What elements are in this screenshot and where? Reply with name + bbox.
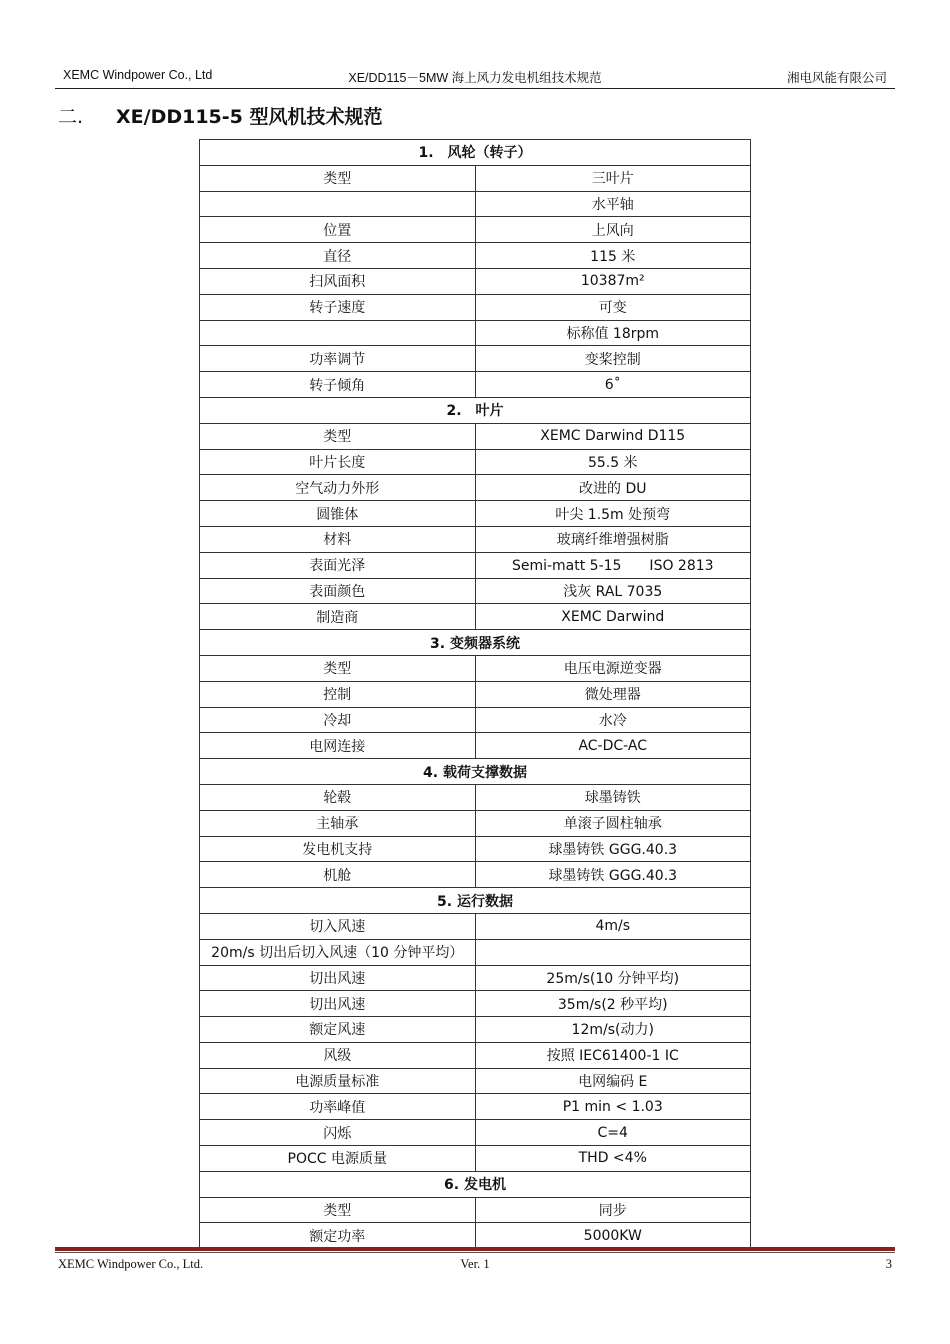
table-row — [200, 320, 751, 346]
spec-label: 控制 — [200, 681, 476, 707]
table-row — [200, 784, 751, 810]
table-row — [200, 965, 751, 991]
table-row — [200, 991, 751, 1017]
header-company: XEMC Windpower Co., Ltd — [63, 68, 213, 82]
spec-value: 35m/s(2 秒平均) — [475, 991, 751, 1017]
page-number: 3 — [885, 1257, 892, 1271]
spec-label: 位置 — [200, 217, 476, 243]
spec-label: 切出风速 — [200, 965, 476, 991]
spec-value: AC-DC-AC — [475, 733, 751, 759]
spec-label: 主轴承 — [200, 810, 476, 836]
spec-label: 类型 — [200, 1197, 476, 1223]
spec-value: XEMC Darwind — [475, 604, 751, 630]
table-row — [200, 1223, 751, 1249]
table-row — [200, 733, 751, 759]
spec-table — [199, 139, 751, 1249]
spec-label — [200, 320, 476, 346]
footer-company: XEMC Windpower Co., Ltd. — [58, 1257, 204, 1271]
spec-value: 三叶片 — [475, 165, 751, 191]
spec-value: 12m/s(动力) — [475, 1017, 751, 1043]
spec-label: 空气动力外形 — [200, 475, 476, 501]
page-footer — [55, 1257, 895, 1275]
spec-label: 转子速度 — [200, 294, 476, 320]
spec-label: 额定风速 — [200, 1017, 476, 1043]
spec-value: 115 米 — [475, 243, 751, 269]
spec-label: 直径 — [200, 243, 476, 269]
table-row — [200, 939, 751, 965]
footer-divider-thin — [55, 1252, 895, 1253]
spec-value: XEMC Darwind D115 — [475, 423, 751, 449]
footer-version: Ver. 1 — [460, 1257, 490, 1271]
spec-value: 4m/s — [475, 913, 751, 939]
table-row — [200, 165, 751, 191]
spec-value: 变桨控制 — [475, 346, 751, 372]
spec-value: 6˚ — [475, 372, 751, 398]
table-row — [200, 449, 751, 475]
section-header-row — [200, 1171, 751, 1197]
table-row — [200, 243, 751, 269]
spec-label: 扫风面积 — [200, 268, 476, 294]
table-row — [200, 268, 751, 294]
spec-value: THD <4% — [475, 1146, 751, 1172]
spec-label: 表面颜色 — [200, 578, 476, 604]
spec-value: P1 min < 1.03 — [475, 1094, 751, 1120]
spec-label: 圆锥体 — [200, 501, 476, 527]
section-header-row — [200, 630, 751, 656]
spec-value: 改进的 DU — [475, 475, 751, 501]
table-row — [200, 655, 751, 681]
section-title: 2. 叶片 — [200, 397, 751, 423]
spec-label: 转子倾角 — [200, 372, 476, 398]
section-title: 3. 变频器系统 — [200, 630, 751, 656]
spec-value: Semi-matt 5-15 ISO 2813 — [475, 552, 751, 578]
spec-label: 叶片长度 — [200, 449, 476, 475]
spec-label: 额定功率 — [200, 1223, 476, 1249]
table-row — [200, 1120, 751, 1146]
table-row — [200, 526, 751, 552]
spec-label: 风级 — [200, 1042, 476, 1068]
table-row — [200, 1042, 751, 1068]
table-row — [200, 191, 751, 217]
table-row — [200, 501, 751, 527]
spec-label: 切入风速 — [200, 913, 476, 939]
table-row — [200, 423, 751, 449]
spec-value: 同步 — [475, 1197, 751, 1223]
header-divider — [55, 88, 895, 89]
spec-label: 发电机支持 — [200, 836, 476, 862]
spec-value: 按照 IEC61400-1 IC — [475, 1042, 751, 1068]
section-header-row — [200, 888, 751, 914]
page-header — [55, 68, 895, 88]
section-title: 1. 风轮（转子） — [200, 140, 751, 166]
table-row — [200, 578, 751, 604]
header-document-title: XE/DD115－5MW 海上风力发电机组技术规范 — [348, 71, 602, 85]
table-row — [200, 836, 751, 862]
spec-label: 功率峰值 — [200, 1094, 476, 1120]
spec-value: 标称值 18rpm — [475, 320, 751, 346]
table-row — [200, 372, 751, 398]
spec-label: 切出风速 — [200, 991, 476, 1017]
table-row — [200, 552, 751, 578]
spec-value: 球墨铸铁 GGG.40.3 — [475, 862, 751, 888]
table-row — [200, 1017, 751, 1043]
spec-value: C=4 — [475, 1120, 751, 1146]
spec-value: 叶尖 1.5m 处预弯 — [475, 501, 751, 527]
section-heading-number: 二. — [58, 106, 84, 128]
table-row — [200, 707, 751, 733]
table-row — [200, 346, 751, 372]
spec-value: 55.5 米 — [475, 449, 751, 475]
spec-label: 电网连接 — [200, 733, 476, 759]
spec-value: 10387m² — [475, 268, 751, 294]
spec-label: 功率调节 — [200, 346, 476, 372]
table-row — [200, 1068, 751, 1094]
section-title: 5. 运行数据 — [200, 888, 751, 914]
spec-label: 类型 — [200, 655, 476, 681]
table-row — [200, 862, 751, 888]
table-row — [200, 604, 751, 630]
footer-divider-thick — [55, 1247, 895, 1251]
spec-value: 可变 — [475, 294, 751, 320]
spec-label: 闪烁 — [200, 1120, 476, 1146]
table-row — [200, 217, 751, 243]
spec-value: 水平轴 — [475, 191, 751, 217]
table-row — [200, 681, 751, 707]
spec-label: 机舱 — [200, 862, 476, 888]
section-title: 6. 发电机 — [200, 1171, 751, 1197]
spec-label: 材料 — [200, 526, 476, 552]
spec-value: 玻璃纤维增强树脂 — [475, 526, 751, 552]
section-header-row — [200, 759, 751, 785]
spec-label: POCC 电源质量 — [200, 1146, 476, 1172]
header-company-cn: 湘电风能有限公司 — [786, 71, 887, 85]
section-title: 4. 载荷支撑数据 — [200, 759, 751, 785]
spec-label: 制造商 — [200, 604, 476, 630]
table-row — [200, 810, 751, 836]
spec-label: 轮毂 — [200, 784, 476, 810]
spec-value: 25m/s(10 分钟平均) — [475, 965, 751, 991]
table-row — [200, 1094, 751, 1120]
spec-value: 浅灰 RAL 7035 — [475, 578, 751, 604]
spec-value: 球墨铸铁 GGG.40.3 — [475, 836, 751, 862]
spec-label: 电源质量标准 — [200, 1068, 476, 1094]
spec-value: 电压电源逆变器 — [475, 655, 751, 681]
spec-label: 20m/s 切出后切入风速（10 分钟平均） — [200, 939, 476, 965]
section-heading — [58, 102, 383, 129]
spec-value: 微处理器 — [475, 681, 751, 707]
spec-value: 水冷 — [475, 707, 751, 733]
spec-value: 5000KW — [475, 1223, 751, 1249]
spec-value: 上风向 — [475, 217, 751, 243]
section-header-row — [200, 140, 751, 166]
spec-label: 类型 — [200, 423, 476, 449]
table-row — [200, 913, 751, 939]
section-heading-text: XE/DD115-5 型风机技术规范 — [116, 106, 383, 128]
spec-value: 球墨铸铁 — [475, 784, 751, 810]
table-row — [200, 1197, 751, 1223]
table-row — [200, 1146, 751, 1172]
spec-label: 冷却 — [200, 707, 476, 733]
spec-label — [200, 191, 476, 217]
table-row — [200, 294, 751, 320]
spec-label: 表面光泽 — [200, 552, 476, 578]
table-row — [200, 475, 751, 501]
spec-value: 单滚子圆柱轴承 — [475, 810, 751, 836]
spec-value — [475, 939, 751, 965]
spec-label: 类型 — [200, 165, 476, 191]
section-header-row — [200, 397, 751, 423]
spec-value: 电网编码 E — [475, 1068, 751, 1094]
